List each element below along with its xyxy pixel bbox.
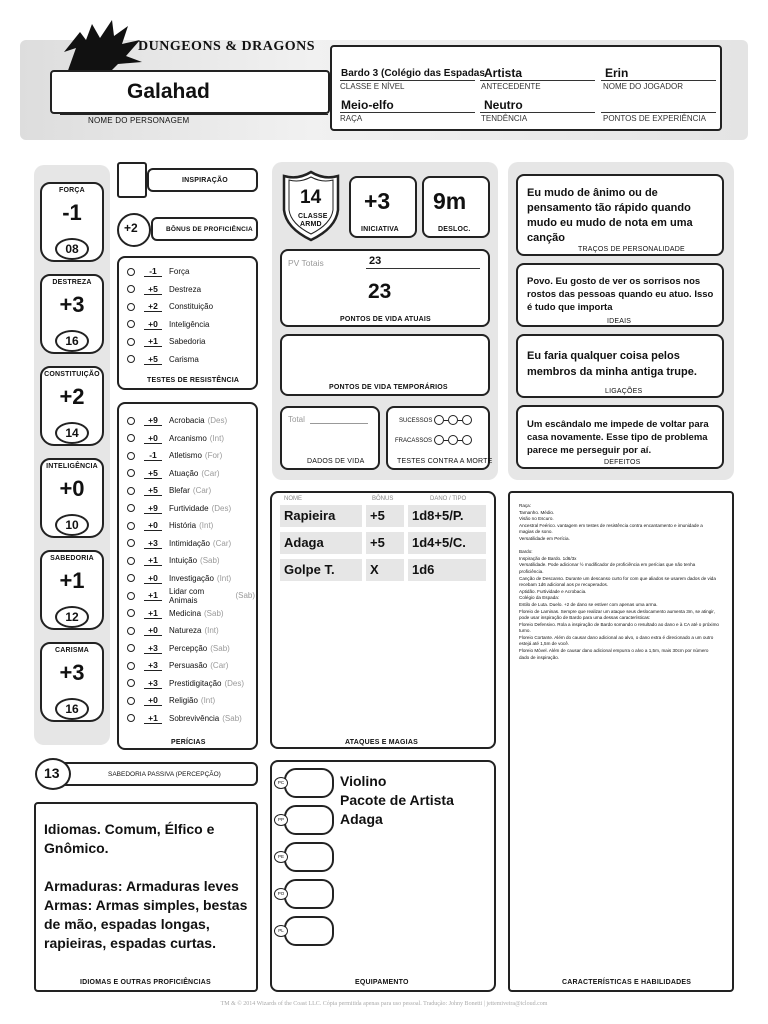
alignment[interactable]: Neutro bbox=[484, 98, 523, 112]
proficiency-line bbox=[44, 858, 256, 877]
skill-attribute: (Int) bbox=[200, 696, 216, 706]
race-label: RAÇA bbox=[340, 114, 363, 123]
skills-label: PERÍCIAS bbox=[171, 739, 206, 746]
skill-row[interactable] bbox=[127, 482, 255, 500]
skill-value: +0 bbox=[144, 433, 162, 444]
skill-name: Lidar com Animais bbox=[169, 586, 205, 605]
skill-row[interactable] bbox=[127, 447, 255, 465]
skill-attribute: (Int) bbox=[204, 626, 219, 636]
initiative-value[interactable]: +3 bbox=[364, 188, 391, 214]
skill-name: Intimidação bbox=[169, 538, 210, 548]
skill-attribute: (Car) bbox=[210, 661, 229, 671]
feature-line: Floreio Cortante. Além do causar dano adicional ao alvo, o dano extra é direcionado a um outro bbox=[519, 634, 714, 640]
coin-slot[interactable] bbox=[278, 879, 334, 909]
saving-throw-name: Força bbox=[169, 267, 190, 277]
ability-name: FORÇA bbox=[59, 187, 85, 194]
coin-label: PL bbox=[274, 925, 288, 937]
proficiency-bubble[interactable] bbox=[127, 697, 135, 705]
skill-name: Arcanismo bbox=[169, 433, 207, 443]
ability-name: DESTREZA bbox=[52, 279, 92, 286]
skill-name: Atletismo bbox=[169, 451, 202, 461]
skill-value: +3 bbox=[144, 660, 162, 671]
skill-row[interactable] bbox=[127, 710, 255, 728]
proficiency-line: Idiomas. Comum, Élfico e bbox=[44, 821, 215, 837]
proficiency-bubble[interactable] bbox=[127, 592, 135, 600]
skill-value: +1 bbox=[144, 608, 162, 619]
coin-label: PE bbox=[274, 851, 288, 863]
skill-value: +0 bbox=[144, 520, 162, 531]
saving-throw-row[interactable] bbox=[127, 263, 255, 281]
ability-score[interactable]: 08 bbox=[55, 238, 89, 260]
class-level[interactable]: Bardo 3 (Colégio das Espadas bbox=[341, 68, 485, 79]
class-level-label: CLASSE E NÍVEL bbox=[340, 82, 405, 91]
death-success-bubbles[interactable] bbox=[434, 415, 472, 425]
player-name[interactable]: Erin bbox=[605, 66, 629, 80]
bonds-label: LIGAÇÕES bbox=[605, 388, 643, 395]
ideals-text[interactable]: Povo. Eu gosto de ver os sorrisos nos rostos das pessoas quando eu atuo. Isso é tudo que importa bbox=[527, 276, 714, 313]
ability-name: CONSTITUIÇÃO bbox=[44, 371, 100, 378]
armor-class-label-1: CLASSE bbox=[298, 213, 328, 220]
speed-label: DESLOC. bbox=[438, 226, 471, 233]
equipment-item: Violino bbox=[340, 773, 387, 789]
saving-throw-row[interactable] bbox=[127, 351, 255, 369]
saving-throw-value: +1 bbox=[144, 336, 162, 347]
saving-throw-name: Sabedoria bbox=[169, 337, 206, 347]
skill-name: Natureza bbox=[169, 626, 202, 636]
feature-line: Visão no Escuro. bbox=[519, 516, 554, 522]
traits-label: TRAÇOS DE PERSONALIDADE bbox=[578, 246, 685, 253]
flaws-label: DEFEITOS bbox=[604, 459, 641, 466]
equipment-item: Adaga bbox=[340, 811, 383, 827]
coin-box bbox=[284, 768, 334, 798]
proficiency-bubble[interactable] bbox=[127, 434, 135, 442]
feature-line: Ancestral Feérico. vantagem em testes de resistência contra encantamento e imunidade a bbox=[519, 522, 703, 528]
proficiency-value[interactable]: +2 bbox=[124, 221, 138, 235]
feature-line: estejá até 1,5m de você. bbox=[519, 641, 570, 647]
hp-max-label: PV Totais bbox=[288, 258, 324, 268]
proficiency-bubble[interactable] bbox=[127, 303, 135, 311]
saving-throw-name: Carisma bbox=[169, 354, 199, 364]
equipment-item: Pacote de Artista bbox=[340, 792, 454, 808]
proficiency-bubble[interactable] bbox=[127, 355, 135, 363]
feature-line: Bardo: bbox=[519, 549, 533, 555]
proficiency-bubble[interactable] bbox=[127, 522, 135, 530]
skill-name: Intuição bbox=[169, 556, 198, 566]
proficiency-bubble[interactable] bbox=[127, 679, 135, 687]
hp-temp-label: PONTOS DE VIDA TEMPORÁRIOS bbox=[329, 384, 448, 391]
proficiency-bubble[interactable] bbox=[127, 285, 135, 293]
ability-score[interactable]: 16 bbox=[55, 698, 89, 720]
attack-name: Golpe T. bbox=[280, 559, 362, 581]
character-name[interactable]: Galahad bbox=[127, 80, 210, 103]
feature-line: Tamanho. Médio. bbox=[519, 509, 555, 515]
skill-value: +3 bbox=[144, 538, 162, 549]
attacks-col-name: NOME bbox=[284, 496, 302, 502]
saving-throw-name: Constituição bbox=[169, 302, 214, 312]
feature-line: Aptidão. Furtividade e Acrobacia. bbox=[519, 588, 587, 594]
skill-attribute: (Des) bbox=[211, 503, 232, 513]
coin-slot[interactable] bbox=[278, 916, 334, 946]
character-name-label: NOME DO PERSONAGEM bbox=[88, 116, 190, 125]
skill-name: Prestidigitação bbox=[169, 678, 222, 688]
skill-attribute: (Des) bbox=[224, 678, 245, 688]
attacks-label: ATAQUES E MAGIAS bbox=[345, 739, 418, 746]
coin-label: PC bbox=[274, 777, 288, 789]
skill-attribute: (Sab) bbox=[200, 556, 220, 566]
player-name-label: NOME DO JOGADOR bbox=[603, 82, 684, 91]
skill-name: Religião bbox=[169, 696, 198, 706]
death-fail-bubbles[interactable] bbox=[434, 435, 472, 445]
feature-line bbox=[519, 543, 725, 550]
proficiency-bubble[interactable] bbox=[127, 417, 135, 425]
proficiency-bubble[interactable] bbox=[127, 268, 135, 276]
attack-damage: 1d8+5/P. bbox=[408, 505, 486, 527]
proficiency-bubble[interactable] bbox=[127, 539, 135, 547]
attack-row[interactable] bbox=[280, 559, 490, 581]
skill-name: Investigação bbox=[169, 573, 214, 583]
skill-row[interactable] bbox=[127, 412, 255, 430]
saving-throw-value: +2 bbox=[144, 301, 162, 312]
feature-line: Floreio Defensivo. Rola a inspiração de Bardo somando o resultado ao dano e à CA até o próximo bbox=[519, 621, 719, 627]
ability-modifier[interactable]: +3 bbox=[59, 292, 85, 317]
speed-value[interactable]: 9m bbox=[433, 188, 467, 214]
ability-name: SABEDORIA bbox=[50, 555, 94, 562]
coin-box bbox=[284, 879, 334, 909]
skill-attribute: (Car) bbox=[192, 486, 212, 496]
skill-row[interactable] bbox=[127, 675, 255, 693]
feature-line: Colégio da Espada: bbox=[519, 595, 560, 601]
skill-value: +0 bbox=[144, 573, 162, 584]
proficiency-bubble[interactable] bbox=[127, 662, 135, 670]
skill-name: Atuação bbox=[169, 468, 199, 478]
hit-dice-label: DADOS DE VIDA bbox=[307, 458, 365, 465]
proficiency-bubble[interactable] bbox=[127, 714, 135, 722]
proficiency-bubble[interactable] bbox=[127, 452, 135, 460]
proficiency-bubble[interactable] bbox=[127, 320, 135, 328]
attack-damage: 1d4+5/C. bbox=[408, 532, 486, 554]
skill-attribute: (Int) bbox=[199, 521, 214, 531]
background-label: ANTECEDENTE bbox=[481, 82, 541, 91]
proficiencies-text[interactable] bbox=[44, 820, 256, 953]
feature-line: recebam 1d6 adicional aos pv recuperados. bbox=[519, 582, 609, 588]
inspiration-label: INSPIRAÇÃO bbox=[182, 177, 228, 184]
attacks-col-damage: DANO / TIPO bbox=[430, 496, 467, 502]
saving-throws-label: TESTES DE RESISTÊNCIA bbox=[147, 377, 240, 384]
proficiency-label: BÔNUS DE PROFICIÊNCIA bbox=[166, 226, 253, 233]
ability-score[interactable]: 16 bbox=[55, 330, 89, 352]
skill-row[interactable] bbox=[127, 500, 255, 518]
coin-slot[interactable] bbox=[278, 805, 334, 835]
ability-score[interactable]: 12 bbox=[55, 606, 89, 628]
skill-value: +0 bbox=[144, 625, 162, 636]
skill-name: Sobrevivência bbox=[169, 713, 220, 723]
skill-attribute: (Sab) bbox=[222, 713, 242, 723]
skill-row[interactable] bbox=[127, 430, 255, 448]
name-underline bbox=[60, 114, 328, 115]
skill-attribute: (Des) bbox=[207, 416, 228, 426]
skill-value: +3 bbox=[144, 678, 162, 689]
ability-modifier[interactable]: -1 bbox=[62, 200, 82, 225]
skill-row[interactable] bbox=[127, 535, 255, 553]
feature-line: pode usar inspiração de Bardo para uma dessas características: bbox=[519, 615, 651, 621]
equipment-list[interactable] bbox=[340, 772, 454, 829]
feature-line: Estilo de Luta. Duelo. +2 de dano se estiver com apenas uma arma. bbox=[519, 601, 658, 607]
saving-throw-row[interactable] bbox=[127, 298, 255, 316]
ability-modifier[interactable]: +2 bbox=[59, 384, 85, 409]
saving-throws-list bbox=[127, 263, 255, 368]
initiative-label: INICIATIVA bbox=[361, 226, 399, 233]
coin-slot[interactable] bbox=[278, 768, 334, 798]
alignment-label: TENDÊNCIA bbox=[481, 114, 528, 123]
ability-modifier[interactable]: +0 bbox=[59, 476, 85, 501]
skill-row[interactable] bbox=[127, 552, 255, 570]
traits-text[interactable]: Eu mudo de ânimo ou de pensamento tão rápido quando mudo eu mudo de nota em uma canção bbox=[527, 187, 693, 244]
proficiency-bubble[interactable] bbox=[127, 644, 135, 652]
skill-value: +9 bbox=[144, 415, 162, 426]
feature-line: proficiência. bbox=[519, 568, 544, 574]
passive-wisdom-label: SABEDORIA PASSIVA (PERCEPÇÃO) bbox=[108, 771, 221, 778]
saving-throw-name: Destreza bbox=[169, 284, 202, 294]
attack-bonus: X bbox=[366, 559, 404, 581]
skill-value: +1 bbox=[144, 713, 162, 724]
coin-box bbox=[284, 842, 334, 872]
hp-max-value[interactable]: 23 bbox=[369, 255, 382, 267]
feature-line: Raça: bbox=[519, 503, 532, 508]
race[interactable]: Meio-elfo bbox=[341, 98, 394, 112]
attack-name: Adaga bbox=[280, 532, 362, 554]
inspiration-checkbox[interactable] bbox=[117, 162, 147, 198]
proficiency-bubble[interactable] bbox=[127, 627, 135, 635]
ability-score[interactable]: 14 bbox=[55, 422, 89, 444]
skills-list bbox=[127, 412, 255, 727]
proficiency-line: Armas: Armas simples, bestas bbox=[44, 897, 248, 913]
ability-score[interactable]: 10 bbox=[55, 514, 89, 536]
saving-throw-row[interactable] bbox=[127, 333, 255, 351]
attacks-col-bonus: BÔNUS bbox=[372, 496, 394, 502]
attack-damage: 1d6 bbox=[408, 559, 486, 581]
skill-attribute: (Int) bbox=[216, 573, 232, 583]
footer-text: TM & © 2014 Wizards of the Coast LLC. Cópia permitida apenas para uso pessoal. Tradução: Johny Bonetti | jettemiveira@icloud.com bbox=[220, 1001, 548, 1007]
passive-wisdom-value[interactable]: 13 bbox=[44, 765, 60, 781]
saving-throw-value: +0 bbox=[144, 319, 162, 330]
proficiency-line: rapieiras, espadas curtas. bbox=[44, 935, 216, 951]
proficiency-bubble[interactable] bbox=[127, 574, 135, 582]
ability-modifier[interactable]: +1 bbox=[59, 568, 85, 593]
skill-value: +0 bbox=[144, 695, 162, 706]
proficiencies-label: IDIOMAS E OUTRAS PROFICIÊNCIAS bbox=[80, 979, 211, 986]
skill-value: +9 bbox=[144, 503, 162, 514]
skill-name: História bbox=[169, 521, 197, 531]
proficiency-bubble[interactable] bbox=[127, 469, 135, 477]
skill-attribute: (Sab) bbox=[204, 608, 224, 618]
ideals-label: IDEAIS bbox=[607, 318, 632, 325]
proficiency-bubble[interactable] bbox=[127, 557, 135, 565]
attack-bonus: +5 bbox=[366, 505, 404, 527]
xp-label: PONTOS DE EXPERIÊNCIA bbox=[603, 114, 706, 123]
feature-line: turno. bbox=[519, 628, 531, 634]
hp-current-label: PONTOS DE VIDA ATUAIS bbox=[340, 316, 431, 323]
saving-throw-value: +5 bbox=[144, 354, 162, 365]
proficiency-line: de mão, espadas longas, bbox=[44, 916, 210, 932]
features-label: CARACTERÍSTICAS E HABILIDADES bbox=[562, 979, 692, 986]
attack-name: Rapieira bbox=[280, 505, 362, 527]
proficiency-bubble[interactable] bbox=[127, 609, 135, 617]
saving-throw-value: +5 bbox=[144, 284, 162, 295]
skill-attribute: (Sab) bbox=[210, 643, 230, 653]
skill-name: Acrobacia bbox=[169, 416, 205, 426]
coin-box bbox=[284, 916, 334, 946]
saving-throw-row[interactable] bbox=[127, 316, 255, 334]
attack-row[interactable] bbox=[280, 505, 490, 527]
skill-row[interactable] bbox=[127, 517, 255, 535]
death-fail-label: FRACASSOS bbox=[395, 438, 433, 444]
coin-label: PO bbox=[274, 888, 288, 900]
logo-text: DUNGEONS & DRAGONS bbox=[138, 39, 316, 54]
ability-name: CARISMA bbox=[54, 647, 90, 654]
skill-name: Furtividade bbox=[169, 503, 209, 513]
attacks-table bbox=[280, 505, 490, 586]
bonds-text[interactable]: Eu faria qualquer coisa pelos membros da minha antiga trupe. bbox=[527, 350, 697, 378]
header bbox=[0, 0, 768, 150]
feature-line: Versatilidade em Perícia. bbox=[519, 535, 570, 541]
proficiency-bubble[interactable] bbox=[127, 504, 135, 512]
feature-line: Versatilidade. Pode adicionar ½ modificador de proficiência em perícias que não tenha bbox=[519, 562, 696, 568]
death-saves-label: TESTES CONTRA A MORTE bbox=[397, 458, 493, 465]
attack-bonus: +5 bbox=[366, 532, 404, 554]
feature-line: Floreio Móvel. Além de causar dano adicional empurra o alvo a 1,5m, mais 30cm por número bbox=[519, 648, 709, 654]
equipment-label: EQUIPAMENTO bbox=[355, 979, 409, 986]
skill-value: +1 bbox=[144, 590, 162, 601]
feature-line: Floreio de Laminas. Sempre que realizar um ataque seus deslocamento aumenta 3m, se atingir, bbox=[519, 608, 715, 614]
skill-row[interactable] bbox=[127, 465, 255, 483]
ability-name: INTELIGÊNCIA bbox=[46, 463, 98, 470]
coin-label: PP bbox=[274, 814, 288, 826]
skill-row[interactable] bbox=[127, 640, 255, 658]
proficiency-line: Gnômico. bbox=[44, 840, 109, 856]
proficiency-line: Armaduras: Armaduras leves bbox=[44, 878, 239, 894]
skill-row[interactable] bbox=[127, 657, 255, 675]
skill-name: Medicina bbox=[169, 608, 202, 618]
feature-line: Canção de Descanso. Durante um descanso curto for com que aliados se usarem dados de vida bbox=[519, 575, 716, 581]
feature-line: magias de sono. bbox=[519, 529, 553, 535]
skill-row[interactable] bbox=[127, 587, 255, 605]
skill-name: Percepção bbox=[169, 643, 208, 653]
skill-value: +3 bbox=[144, 643, 162, 654]
skill-row[interactable] bbox=[127, 692, 255, 710]
feature-line: dado de inspiração. bbox=[519, 654, 560, 660]
hit-dice-total-label: Total bbox=[288, 415, 305, 424]
skill-row[interactable] bbox=[127, 622, 255, 640]
skill-row[interactable] bbox=[127, 570, 255, 588]
skill-row[interactable] bbox=[127, 605, 255, 623]
skill-attribute: (Car) bbox=[212, 538, 232, 548]
proficiency-bubble[interactable] bbox=[127, 338, 135, 346]
features-text[interactable] bbox=[519, 503, 725, 973]
skill-attribute: (Int) bbox=[209, 433, 225, 443]
saving-throw-row[interactable] bbox=[127, 281, 255, 299]
saving-throw-value: -1 bbox=[144, 266, 162, 277]
death-success-label: SUCESSOS bbox=[399, 418, 433, 424]
skill-value: +5 bbox=[144, 468, 162, 479]
ability-modifier[interactable]: +3 bbox=[59, 660, 85, 685]
background[interactable]: Artista bbox=[484, 66, 523, 80]
skill-value: +5 bbox=[144, 485, 162, 496]
skill-attribute: (Sab) bbox=[235, 591, 255, 601]
saving-throw-name: Inteligência bbox=[169, 319, 210, 329]
proficiency-bubble[interactable] bbox=[127, 487, 135, 495]
skill-value: +1 bbox=[144, 555, 162, 566]
attack-row[interactable] bbox=[280, 532, 490, 554]
armor-class-label-2: ARMD bbox=[300, 221, 322, 228]
feature-line: Inspiração de Bardo. 1d6/3x bbox=[519, 555, 577, 561]
coin-box bbox=[284, 805, 334, 835]
skill-attribute: (For) bbox=[204, 451, 223, 461]
skill-attribute: (Car) bbox=[201, 468, 220, 478]
armor-class-value[interactable]: 14 bbox=[300, 187, 322, 208]
flaws-text[interactable]: Um escândalo me impede de voltar para casa novamente. Esse tipo de problema parece me perseguir por aí. bbox=[527, 419, 709, 456]
skill-name: Persuasão bbox=[169, 661, 208, 671]
hp-current-value[interactable]: 23 bbox=[368, 280, 392, 303]
skill-value: -1 bbox=[144, 450, 162, 461]
coin-slot[interactable] bbox=[278, 842, 334, 872]
skill-name: Blefar bbox=[169, 486, 190, 496]
